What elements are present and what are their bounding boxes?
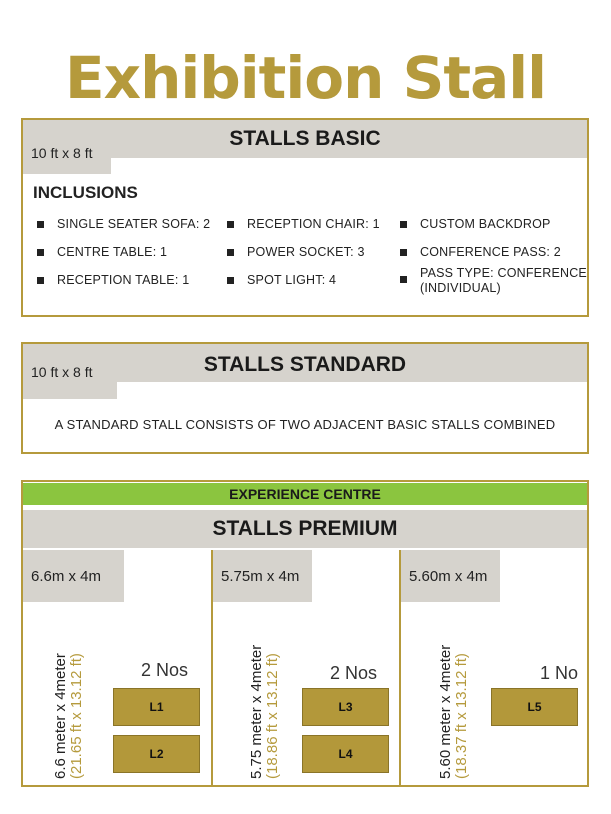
bullet-icon [400, 276, 407, 283]
bullet-icon [400, 221, 407, 228]
section-heading: STALLS STANDARD [203, 353, 407, 376]
section-heading: STALLS PREMIUM [23, 510, 587, 548]
dimension-label: 6.6 meter x 4meter (21.65 ft x 13.12 ft) [52, 653, 85, 779]
size-label: 10 ft x 8 ft [23, 344, 117, 399]
standard-description: A STANDARD STALL CONSISTS OF TWO ADJACENT BASIC STALLS COMBINED [54, 417, 556, 432]
bullet-icon [37, 249, 44, 256]
size-label: 6.6m x 4m [23, 550, 124, 602]
stall-l5[interactable]: L5 [491, 688, 578, 726]
stall-l1[interactable]: L1 [113, 688, 200, 726]
stall-l4[interactable]: L4 [302, 735, 389, 773]
dimension-label: 5.60 meter x 4meter (18.37 ft x 13.12 ft) [437, 644, 470, 779]
stalls-basic-card: 10 ft x 8 ft STALLS BASIC INCLUSIONS SINGLE SEATER SOFA: 2 CENTRE TABLE: 1 RECEPTION TABLE: 1 RECEPTION CHAIR: 1 POWER SOCKET: 3 SPOT LIGHT: 4 CUSTOM BACKDROP CONFERENCE PASS: 2 PASS TYPE: CONFERENCE (INDIVIDUAL) [21, 118, 589, 317]
stall-count: 1 No [540, 663, 579, 683]
stall-count: 2 Nos [141, 660, 189, 680]
section-heading: STALLS BASIC [229, 127, 381, 150]
page-title: Exhibition Stall [65, 44, 546, 112]
bullet-icon [227, 249, 234, 256]
bullet-icon [227, 221, 234, 228]
size-label: 10 ft x 8 ft [23, 132, 111, 174]
inclusions-title: INCLUSIONS [33, 183, 138, 202]
size-label: 5.60m x 4m [401, 550, 500, 602]
stall-count: 2 Nos [330, 663, 378, 683]
stall-l3[interactable]: L3 [302, 688, 389, 726]
dimension-label: 5.75 meter x 4meter (18.86 ft x 13.12 ft) [248, 644, 281, 779]
bullet-icon [37, 221, 44, 228]
bullet-icon [400, 249, 407, 256]
stall-l2[interactable]: L2 [113, 735, 200, 773]
experience-centre-banner: EXPERIENCE CENTRE [23, 483, 587, 505]
bullet-icon [227, 277, 234, 284]
bullet-icon [37, 277, 44, 284]
size-label: 5.75m x 4m [213, 550, 312, 602]
stalls-premium-card [21, 480, 589, 787]
stalls-standard-card [21, 342, 589, 454]
